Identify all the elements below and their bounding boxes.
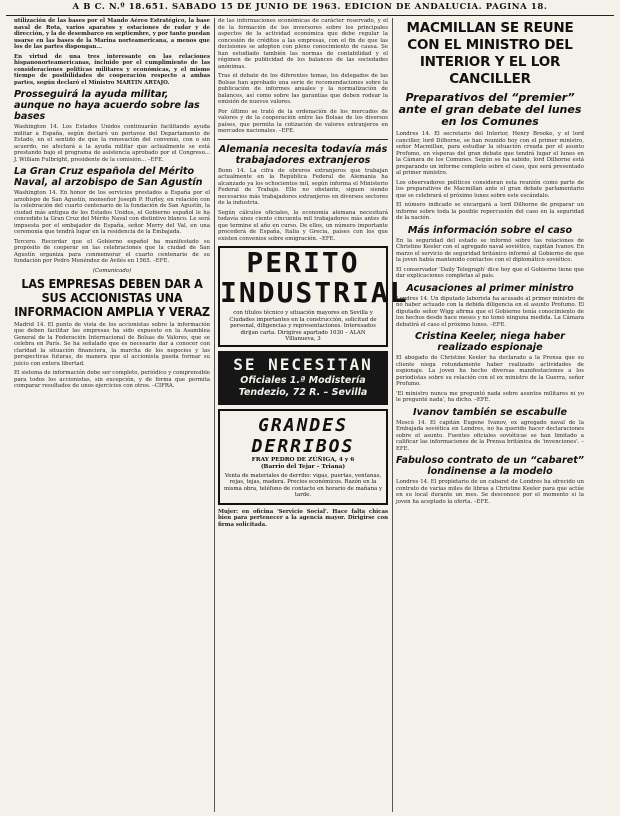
column-middle [218,18,409,812]
section-heading: Prosseguirá la ayuda militar, aunque no haya acuerdo sobre las bases [14,89,200,122]
section-heading: Acusaciones al primer ministro [406,282,574,294]
ad-title: PERITO [246,246,360,279]
article-text: En virtud de una tres interesante en las relaciones hispanonorteamericanas, incluido por el cumplimiento de las consideraciones políticas militares y económicas, y el mismo tiempo de posibilidades de cooperación respecto a ambas partes, según declaró el Ministro MARTIN ARTAJO. [14,53,210,86]
classified-text: Mujer: en oficina 'Servicio Social'. Hace falta chicas bien para pertenecer a la agencia mayor. Dirigirse con firma solicitada. [218,508,388,528]
article-text: Según cálculos oficiales, la economía alemana necesitará todavía unos ciento cincuenta mil trabajadores más antes de que termine el año en curso. De ellos, un número importante procederá de España, Italia y Grecia, países con los que existen convenios sobre emigración. –EFE. [218,209,388,242]
column-left [14,18,210,812]
page-header: A B C. N.º 18.651. SABADO 15 DE JUNIO DE 1963. EDICION DE ANDALUCIA. PAGINA 18. [72,2,548,12]
article-text: Londres 14. Un diputado laborista ha acusado al primer ministro de no haber actuado con la debida diligencia en el asunto Profumo. El diputado señor Wigg afirma que el Gobierno tenía conocimiento de los hechos desde hace meses y no tomó ninguna medida. La Cámara debatirá el caso el próximo lunes. –EFE. [396,295,584,328]
article-text: Washington 14. Los Estados Unidos continuarán facilitando ayuda militar a España, según declaró un portavoz del Departamento de Estado, en el sentido de que la renovación del convenio, con o sin acuerdo, no afectará a la ayuda militar que actualmente se está prestando bajo el programa de asistencia aprobado por el Congreso... J. William Fulbright, presidente de la comisión... –EFE. [14,124,210,163]
article-text: Londres 14. El propietario de un cabaret de Londres ha ofrecido un contrato de varias miles de libras a Christine Keeler para que actúe en su local durante un mes. Se desconoce por el momento si la joven ha aceptado la oferta. –EFE. [396,479,584,505]
article-text: Tras el debate de los diferentes temas, los delegados de las Bolsas han aprobado una serie de recomendaciones sobre la publicación de informes anuales y la normalización de balances, así como sobre las garantías que deben rodear la emisión de nuevos valores. [218,73,388,105]
ad-title: GRANDES DERRIBOS [251,414,355,457]
column-right [396,18,584,812]
article-text: El abogado de Christine Keeler ha declarado a la Prensa que su cliente niega rotundamente haber realizado actividades de espionaje. La joven ha hecho diversas manifestaciones a los periodistas sobre su relación con el ex ministro de la Guerra, señor Profumo. [396,355,584,387]
article-text: Moscú 14. El capitán Eugene Ivanov, ex agregado naval de la Embajada soviética en Londres, no ha querido hacer declaraciones sobre el asunto. Fuentes oficiales soviéticas se han limitado a calificar las informaciones de la Prensa británica de 'invenciones'. –EFE. [396,419,584,452]
article-text: Bonn 14. La cifra de obreros extranjeros que trabajan actualmente en la República Federal de Alemania ha alcanzado ya los ochocientos mil, según informa el Ministerio Federal de Trabajo. Ello no obstante, siguen siendo necesarios más trabajadores extranjeros en diversos sectores de la industria. [218,167,388,206]
section-heading: Alemania necesita todavía más trabajadores extranjeros [218,143,388,166]
ad-title: INDUSTRIAL [220,276,409,309]
article-text: Londres 14. El secretario del Interior, Henry Brooke, y el lord canciller, lord Dilhorne, se han reunido hoy con el primer ministro, señor Macmillan, para estudiar la situación creada por el asunto Profumo, en vísperas del gran debate que tendrá lugar el lunes en la Cámara de los Comunes. Según se ha sabido, lord Dilhorne está preparando un informe completo sobre el caso, que será presentado al primer ministro. [396,131,584,176]
ad-title: SE NECESITAN [233,354,373,374]
ad-grandes-derribos [218,409,388,505]
ad-text: Venta de materiales de derribo: vigas, puertas, ventanas, rejas, tejas, madera. Precios económicos. Razón en la misma obra, teléfono de contacto en horario de mañana y tarde. [223,472,383,498]
article-text: El número indicado se encargará a lord Dilhorne de preparar un informe sobre toda la posible repercusión del caso en la seguridad de la nación. [396,202,584,221]
article-text: El sistema de información debe ser completo, periódico y comprensible para todos los accionistas, sin excepción, y de forma que permita comparar resultados de unos ejercicios con otros. –CIFRA. [14,370,210,389]
subheadline: Preparativos del “premier” ante el gran debate del lunes en los Comunes [398,91,582,128]
section-heading: Cristina Keeler, niega haber realizado espionaje [414,331,566,353]
ad-text: con títulos técnico y situación mayores en Sevilla y Ciudades importantes en la construcción, solicitud de personal, diligencias y representaciones. Interesados dirijan carta. Dirigirse apartado 1030 – ALAN Villanueva, 3 [229,310,377,342]
headline: MACMILLAN SE REUNE CON EL MINISTRO DEL INTERIOR Y EL LOR CANCILLER [406,20,574,87]
article-text: Los observadores políticos consideran esta reunión como parte de los preparativos de Macmillan ante el gran debate parlamentario que se celebrará el próximo lunes sobre este escándalo. [396,179,584,199]
article-text: utilización de las bases por el Mando Aéreo Estratégico, la base naval de Rota, varios aparatos y estaciones de radar y de dirección, y la de desembarco en septiembre, y por tanto puedan usarse en las bases de la Marina norteamericana, a menos que los de las partes dispongan... [14,18,210,50]
article-text: Por último se trató de la ordenación de los mercados de valores y de la cooperación entre las Bolsas de los diversos países, que permita la cotización de valores extranjeros en mercados nacionales. –EFE. [218,108,388,134]
ad-text: FRAY PEDRO DE ZÚÑIGA, 4 y 6 [251,456,355,463]
ad-perito-industrial [218,246,409,347]
article-text: 'El ministro nunca me preguntó nada sobre asuntos militares ni yo le pregunté nada', ha dicho. –EFE. [396,390,584,403]
article-text: de las informaciones económicas de carácter reservado, y el de la formación de los inversores sobre los principales aspectos de la actividad económica que debe regular la concesión de créditos a las empresas, con el fin de que las decisiones se adopten con pleno conocimiento de causa. Se han estudiado también las normas de contabilidad y el régimen de publicidad de los balances de las sociedades anónimas. [218,18,388,70]
article-text: En la seguridad del estado se informó sobre las relaciones de Christine Keeler con el agregado naval soviético, capitán Ivanov. En marzo el servicio de seguridad británico informó al Gobierno de que la joven había mantenido contactos con el diplomático soviético. [396,237,584,263]
column-divider [214,18,215,812]
section-heading: Más información sobre el caso [407,224,573,236]
section-heading: La Gran Cruz española del Mérito Naval, al arzobispo de San Agustín [14,166,203,188]
section-heading: Fabuloso contrato de un “cabaret” londinense a la modelo [396,455,584,477]
article-text: Washington 14. En honor de los servicios prestados a España por el arzobispo de San Agustín, monseñor Joseph P. Hurley, en relación con la celebración del cuarto centenario de la fundación de San Agustín, la ciudad más antigua de los Estados Unidos, el Gobierno español le ha concedido la Gran Cruz del Mérito Naval con distintivo blanco. Le será impuesta por el embajador de España, señor Merry del Val, en una ceremonia que tendrá lugar en la residencia de la Embajada. [14,190,210,235]
ad-text: (Barrio del Tejar – Triana) [260,463,346,470]
headline: LAS EMPRESAS DEBEN DAR A SUS ACCIONISTAS UNA INFORMACION AMPLIA Y VERAZ [14,275,210,319]
section-heading: Ivanov también se escabulle [413,406,567,418]
ad-text: Tendezio, 72 R. – Sevilla [238,386,368,398]
ad-text: Oficiales 1.ª Modistería [240,374,366,386]
communique-label: (Comunicado) [92,267,132,274]
article-text: Madrid 14. El punto de vista de los accionistas sobre la información que deben facilitar las empresas ha sido expuesto en la Asamblea General de la Federación Internacional de Bolsas de Valores, que se celebra en París. Se ha señalado que es necesario dar a conocer con claridad la situación financiera, la marcha de los negocios y las perspectivas futuras, de manera que el accionista pueda formar su juicio con entera libertad. [14,321,210,367]
article-text: El conservador 'Daily Telegraph' dice hoy que el Gobierno tiene que dar explicaciones completas al país. [396,266,584,279]
header-rule [6,15,614,16]
column-divider [392,18,393,812]
divider [218,139,388,140]
ad-se-necesitan [218,351,388,405]
article-text: Tercero. Recordar que el Gobierno español ha manifestado su propósito de cooperar en las celebraciones que la ciudad de San Agustín organiza para conmemorar el cuarto centenario de su fundación por Pedro Menéndez de Avilés en 1565. –EFE. [14,238,210,264]
